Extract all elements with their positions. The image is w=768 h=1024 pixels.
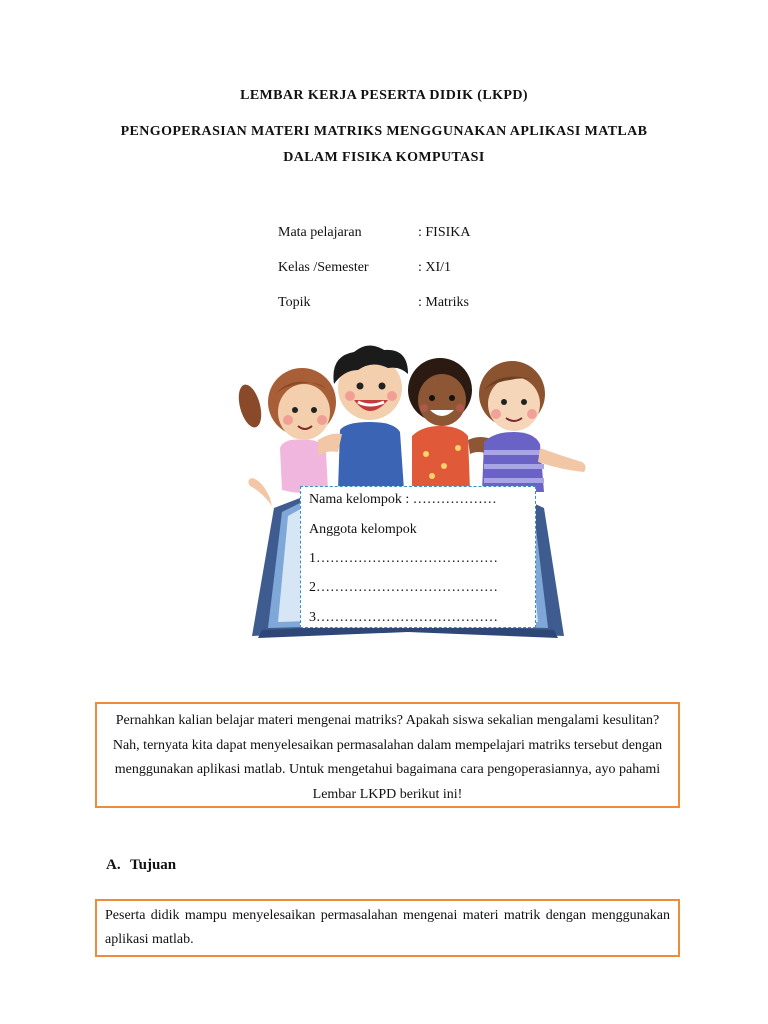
intro-text-box xyxy=(95,702,680,808)
document-title: LEMBAR KERJA PESERTA DIDIK (LKPD) xyxy=(240,88,528,103)
members-label: Anggota kelompok xyxy=(309,522,417,537)
intro-text: Pernahkan kalian belajar materi mengenai matriks? Apakah siswa sekalian mengalami kesulitan? Nah, ternyata kita dapat menyelesaikan permasalahan dalam mempelajari matriks tersebut dengan menggunakan aplikasi matlab. Untuk mengetahui bagaimana cara pengoperasiannya, ayo pahami Lembar LKPD berikut ini! xyxy=(112,713,663,802)
goal-text: Peserta didik mampu menyelesaikan permasalahan mengenai materi matrik dengan menggunakan aplikasi matlab. xyxy=(105,908,670,947)
info-value: : XI/1 xyxy=(418,260,452,275)
child-3-figure xyxy=(408,358,494,490)
member-line: 1………………………………… xyxy=(309,551,498,566)
member-line: 2………………………………… xyxy=(309,580,498,595)
goal-text-box xyxy=(95,899,680,957)
child-4-figure xyxy=(479,361,586,492)
section-title: Tujuan xyxy=(130,857,177,873)
section-a-heading xyxy=(106,857,176,874)
document-subtitle-line1: PENGOPERASIAN MATERI MATRIKS MENGGUNAKAN APLIKASI MATLAB xyxy=(120,124,648,139)
group-name-line: Nama kelompok : ……………… xyxy=(309,492,497,507)
member-line: 3………………………………… xyxy=(309,610,498,625)
info-value: : Matriks xyxy=(418,295,469,310)
info-label: Kelas /Semester xyxy=(278,260,369,275)
info-value: : FISIKA xyxy=(418,225,471,240)
info-label: Mata pelajaran xyxy=(278,225,362,240)
group-info-form xyxy=(300,486,536,628)
info-label: Topik xyxy=(278,295,311,310)
section-number: A. xyxy=(106,857,121,873)
document-subtitle-line2: DALAM FISIKA KOMPUTASI xyxy=(283,150,485,165)
